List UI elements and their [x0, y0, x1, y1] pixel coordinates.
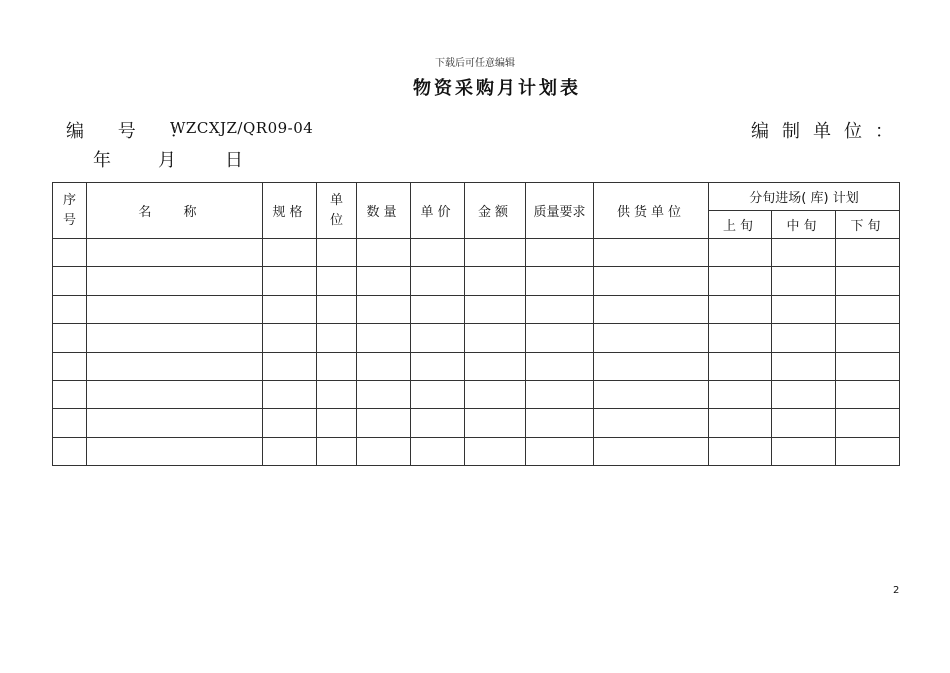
table-cell[interactable]: [772, 267, 836, 295]
table-cell[interactable]: [772, 437, 836, 465]
table-cell[interactable]: [709, 267, 772, 295]
table-cell[interactable]: [357, 267, 411, 295]
table-cell[interactable]: [87, 239, 263, 267]
col-middle-label: 中旬: [786, 219, 821, 234]
col-unit-line2: 位: [329, 212, 343, 228]
col-quantity-label: 数量: [366, 205, 401, 220]
table-cell[interactable]: [317, 239, 357, 267]
table-cell[interactable]: [53, 239, 87, 267]
table-cell[interactable]: [263, 267, 317, 295]
table-cell[interactable]: [53, 409, 87, 437]
table-cell[interactable]: [526, 324, 594, 352]
table-row: [53, 352, 900, 380]
compiling-unit-label: 编制单位：: [751, 121, 906, 142]
table-cell[interactable]: [772, 352, 836, 380]
table-cell[interactable]: [836, 437, 900, 465]
code-value: WZCXJZ/QR09-04: [170, 119, 314, 137]
table-cell[interactable]: [772, 380, 836, 408]
col-name-header: [87, 183, 263, 239]
col-early-label: 上旬: [722, 219, 757, 234]
table-cell[interactable]: [263, 380, 317, 408]
col-schedule-label: 分旬进场( 库) 计划: [749, 191, 859, 206]
table-cell[interactable]: [411, 380, 465, 408]
table-cell[interactable]: [526, 295, 594, 323]
col-seq-header: [53, 183, 87, 239]
date-day-label: 日: [225, 150, 243, 171]
table-cell[interactable]: [772, 324, 836, 352]
col-unit-line1: 单: [329, 192, 343, 208]
table-cell[interactable]: [836, 380, 900, 408]
col-late-label: 下旬: [850, 219, 885, 234]
table-cell[interactable]: [465, 295, 526, 323]
table-cell[interactable]: [465, 437, 526, 465]
table-cell[interactable]: [357, 437, 411, 465]
col-unit-price-label: 单价: [420, 205, 455, 220]
table-cell[interactable]: [357, 324, 411, 352]
table-cell[interactable]: [526, 409, 594, 437]
col-quantity-header: [357, 183, 411, 239]
table-cell[interactable]: [53, 324, 87, 352]
table-cell[interactable]: [465, 409, 526, 437]
table-cell[interactable]: [317, 437, 357, 465]
code-label: 编 号 ：: [66, 121, 202, 142]
table-cell[interactable]: [594, 437, 709, 465]
table-cell[interactable]: [53, 437, 87, 465]
table-cell[interactable]: [263, 295, 317, 323]
table-cell[interactable]: [53, 295, 87, 323]
table-cell[interactable]: [836, 267, 900, 295]
table-cell[interactable]: [526, 239, 594, 267]
table-cell[interactable]: [317, 352, 357, 380]
table-cell[interactable]: [709, 239, 772, 267]
col-late-header: [836, 211, 900, 239]
table-row: [53, 437, 900, 465]
table-cell[interactable]: [87, 352, 263, 380]
col-name-label: 名 称: [138, 205, 211, 220]
page-number: 2: [893, 585, 900, 596]
col-spec-header: [263, 183, 317, 239]
table-row: [53, 409, 900, 437]
table-cell[interactable]: [594, 324, 709, 352]
col-seq-line2: 号: [62, 212, 76, 228]
table-cell[interactable]: [594, 352, 709, 380]
table-cell[interactable]: [526, 267, 594, 295]
table-cell[interactable]: [465, 380, 526, 408]
table-cell[interactable]: [357, 295, 411, 323]
table-cell[interactable]: [53, 380, 87, 408]
table-cell[interactable]: [263, 352, 317, 380]
col-spec-label: 规格: [272, 205, 307, 220]
col-seq-line1: 序: [62, 192, 76, 208]
table-cell[interactable]: [411, 239, 465, 267]
table-cell[interactable]: [357, 409, 411, 437]
table-cell[interactable]: [53, 352, 87, 380]
table-cell[interactable]: [836, 409, 900, 437]
table-cell[interactable]: [263, 324, 317, 352]
table-cell[interactable]: [263, 239, 317, 267]
table-cell[interactable]: [465, 267, 526, 295]
col-early-header: [709, 211, 772, 239]
col-supplier-header: [594, 183, 709, 239]
table-cell[interactable]: [317, 295, 357, 323]
table-cell[interactable]: [836, 352, 900, 380]
table-cell[interactable]: [411, 352, 465, 380]
table-cell[interactable]: [87, 437, 263, 465]
table-cell[interactable]: [263, 437, 317, 465]
col-schedule-header: [709, 183, 900, 211]
table-cell[interactable]: [317, 324, 357, 352]
table-cell[interactable]: [594, 239, 709, 267]
table-row: [53, 267, 900, 295]
table-cell[interactable]: [411, 437, 465, 465]
col-supplier-label: 供货单位: [616, 205, 685, 220]
col-amount-label: 金额: [477, 205, 512, 220]
table-cell[interactable]: [526, 380, 594, 408]
col-middle-header: [772, 211, 836, 239]
table-cell[interactable]: [772, 295, 836, 323]
table-cell[interactable]: [357, 239, 411, 267]
table-cell[interactable]: [411, 295, 465, 323]
table-cell[interactable]: [836, 295, 900, 323]
table-cell[interactable]: [836, 324, 900, 352]
table-cell[interactable]: [317, 409, 357, 437]
table-row: [53, 239, 900, 267]
table-cell[interactable]: [772, 239, 836, 267]
table-cell[interactable]: [709, 380, 772, 408]
table-cell[interactable]: [594, 380, 709, 408]
table-cell[interactable]: [772, 409, 836, 437]
table-cell[interactable]: [709, 295, 772, 323]
table-cell[interactable]: [87, 324, 263, 352]
table-cell[interactable]: [709, 437, 772, 465]
table-header-row: [53, 183, 900, 211]
table-cell[interactable]: [53, 267, 87, 295]
table-cell[interactable]: [317, 267, 357, 295]
table-cell[interactable]: [411, 409, 465, 437]
col-unit-header: [317, 183, 357, 239]
table-cell[interactable]: [87, 380, 263, 408]
col-amount-header: [465, 183, 526, 239]
table-cell[interactable]: [357, 352, 411, 380]
table-cell[interactable]: [465, 239, 526, 267]
table-body: [53, 239, 900, 466]
table-cell[interactable]: [594, 295, 709, 323]
top-note: 下载后可任意编辑: [435, 58, 515, 69]
table-cell[interactable]: [709, 324, 772, 352]
table-cell[interactable]: [87, 295, 263, 323]
table-cell[interactable]: [357, 380, 411, 408]
col-quality-header: [526, 183, 594, 239]
table-cell[interactable]: [317, 380, 357, 408]
table-cell[interactable]: [87, 409, 263, 437]
table-cell[interactable]: [87, 267, 263, 295]
col-quality-label: 质量要求: [533, 205, 586, 220]
date-year-label: 年: [93, 150, 111, 171]
col-unit-price-header: [411, 183, 465, 239]
date-month-label: 月: [158, 150, 176, 171]
table-cell[interactable]: [465, 324, 526, 352]
table-cell[interactable]: [411, 324, 465, 352]
table-cell[interactable]: [594, 409, 709, 437]
table-cell[interactable]: [411, 267, 465, 295]
table-cell[interactable]: [709, 352, 772, 380]
table-cell[interactable]: [526, 437, 594, 465]
table-cell[interactable]: [465, 352, 526, 380]
table-cell[interactable]: [594, 267, 709, 295]
table-row: [53, 295, 900, 323]
procurement-plan-table: [52, 182, 900, 466]
table-cell[interactable]: [836, 239, 900, 267]
table-cell[interactable]: [526, 352, 594, 380]
table-cell[interactable]: [263, 409, 317, 437]
page-title: 物资采购月计划表: [413, 78, 581, 99]
table-cell[interactable]: [709, 409, 772, 437]
table-row: [53, 324, 900, 352]
table-row: [53, 380, 900, 408]
